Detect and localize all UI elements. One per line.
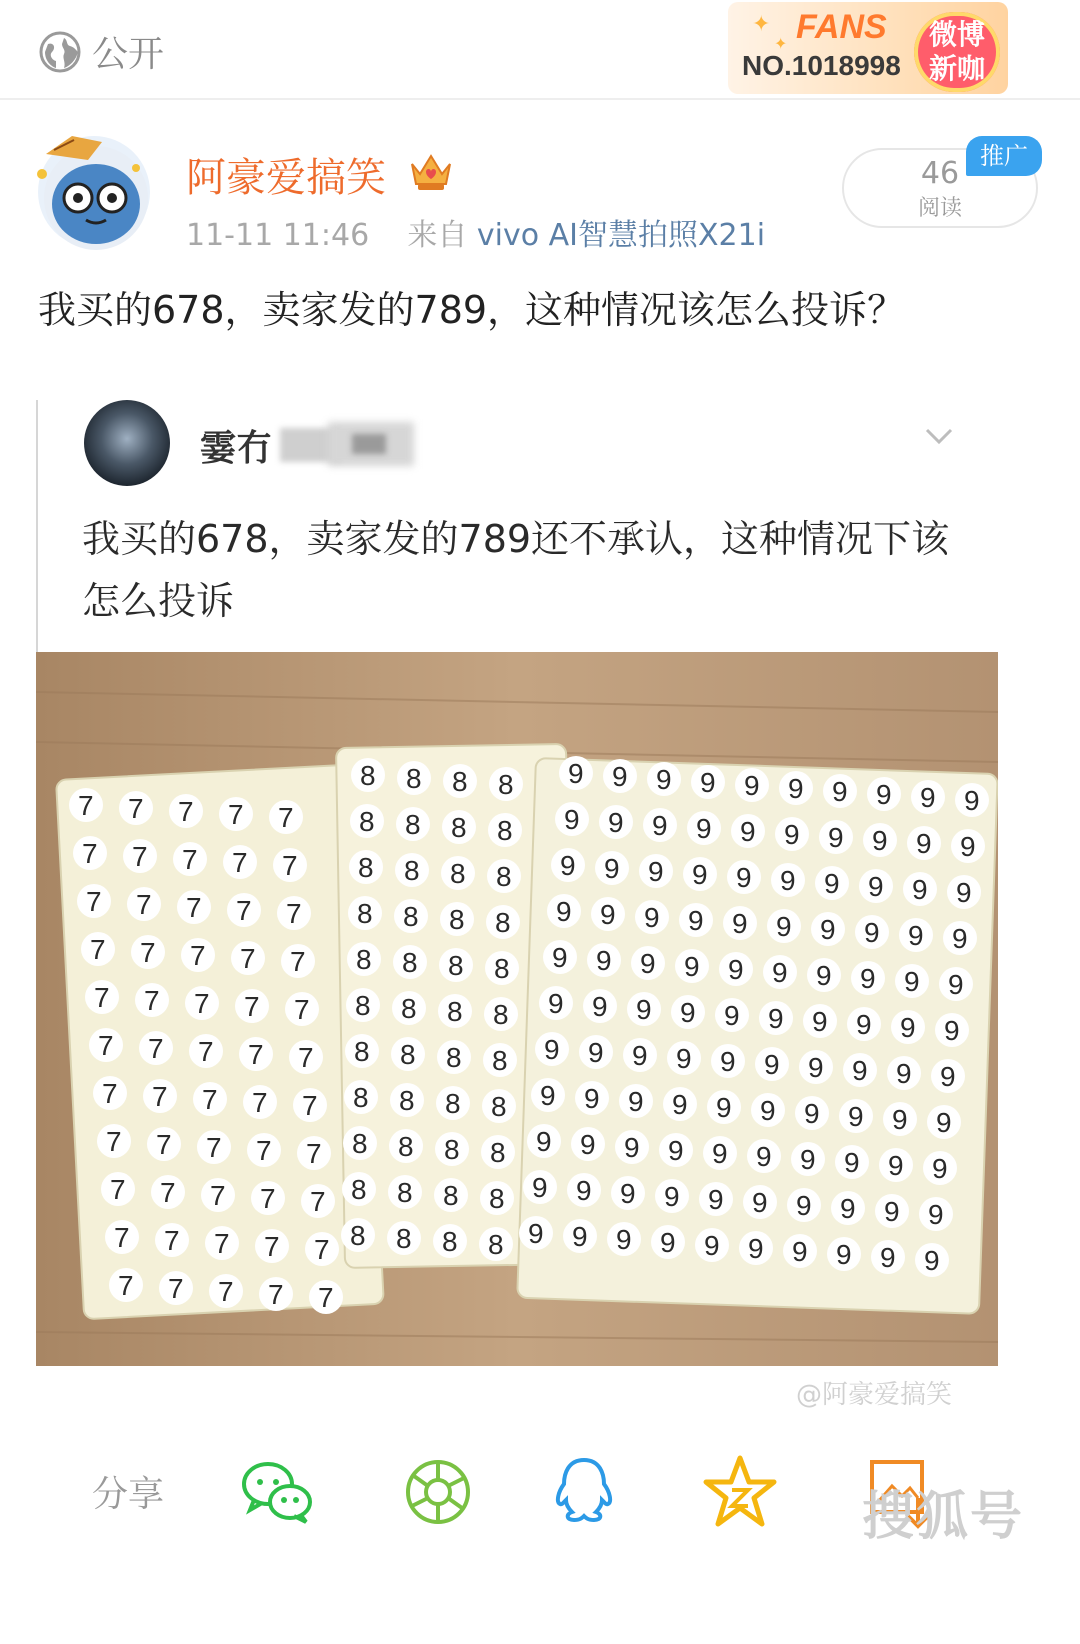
sticker-digit: 7 <box>114 1222 130 1253</box>
sticker-digit: 9 <box>880 1242 896 1273</box>
sticker-digit: 9 <box>628 1086 644 1117</box>
sticker-digit: 9 <box>900 1012 916 1043</box>
sticker-digit: 8 <box>445 1088 461 1119</box>
sticker-digit: 9 <box>784 819 800 850</box>
sticker-digit: 9 <box>604 853 620 884</box>
sticker-digit: 8 <box>401 993 417 1024</box>
sticker-digit: 9 <box>608 807 624 838</box>
sticker-digit: 7 <box>140 937 156 968</box>
sticker-digit: 9 <box>816 960 832 991</box>
sticker-digit: 9 <box>772 957 788 988</box>
stamp-line-1: 微博 <box>928 18 985 51</box>
sticker-digit: 7 <box>202 1084 218 1115</box>
embedded-screenshot <box>36 400 1044 1418</box>
sticker-digit: 7 <box>164 1225 180 1256</box>
sticker-digit: 8 <box>444 1134 460 1165</box>
embed-divider <box>36 400 38 660</box>
sticker-digit: 8 <box>492 1045 508 1076</box>
sticker-digit: 8 <box>351 1174 367 1205</box>
sticker-digit: 8 <box>491 1091 507 1122</box>
sticker-digit: 7 <box>160 1177 176 1208</box>
post-text: 我买的678，卖家发的789，这种情况该怎么投诉？ <box>38 288 906 332</box>
fans-word: FANS <box>796 8 887 46</box>
sticker-digit: 7 <box>240 943 256 974</box>
sticker-digit: 9 <box>824 868 840 899</box>
promote-tag[interactable]: 推广 <box>966 136 1042 176</box>
sticker-digit: 9 <box>936 1107 952 1138</box>
fans-number: NO.1018998 <box>742 50 901 81</box>
sticker-digit: 7 <box>178 796 194 827</box>
sticker-digit: 9 <box>684 951 700 982</box>
sticker-digit: 7 <box>98 1030 114 1061</box>
sticker-digit: 9 <box>652 810 668 841</box>
sparkle-icon: ✦ <box>752 12 771 37</box>
sticker-digit: 7 <box>194 988 210 1019</box>
sticker-digit: 7 <box>128 793 144 824</box>
sticker-digit: 9 <box>580 1129 596 1160</box>
sticker-digit: 9 <box>532 1172 548 1203</box>
sticker-digit: 9 <box>780 865 796 896</box>
sticker-digit: 9 <box>892 1104 908 1135</box>
sticker-digit: 9 <box>840 1193 856 1224</box>
share-bar <box>0 1420 1080 1644</box>
sticker-digit: 8 <box>350 1220 366 1251</box>
sticker-digit: 9 <box>860 963 876 994</box>
sticker-digit: 8 <box>352 1128 368 1159</box>
top-bar <box>0 0 1080 100</box>
sticker-digit: 8 <box>495 907 511 938</box>
author-name[interactable]: 阿豪爱搞笑 <box>186 155 386 201</box>
sticker-digit: 9 <box>896 1058 912 1089</box>
sticker-digit: 9 <box>688 905 704 936</box>
sticker-digit: 9 <box>720 1046 736 1077</box>
sticker-digit: 9 <box>736 862 752 893</box>
sticker-digit: 9 <box>808 1052 824 1083</box>
sticker-digit: 8 <box>498 769 514 800</box>
sticker-digit: 9 <box>756 1141 772 1172</box>
sticker-digit: 7 <box>302 1090 318 1121</box>
sticker-digit: 9 <box>548 988 564 1019</box>
read-label: 阅读 <box>917 196 962 221</box>
sticker-digit: 8 <box>448 950 464 981</box>
sticker-sheets <box>36 652 998 1366</box>
photo-watermark: @阿豪爱搞笑 <box>796 1380 953 1410</box>
wechat-icon[interactable] <box>238 1452 318 1532</box>
sticker-digit: 7 <box>232 847 248 878</box>
sticker-digit: 8 <box>489 1183 505 1214</box>
sticker-digit: 9 <box>956 877 972 908</box>
visibility-label: 公开 <box>92 34 165 75</box>
sticker-digit: 9 <box>828 822 844 853</box>
sticker-digit: 9 <box>616 1224 632 1255</box>
sticker-digit: 9 <box>664 1181 680 1212</box>
sticker-digit: 7 <box>190 940 206 971</box>
sticker-digit: 7 <box>148 1033 164 1064</box>
sticker-digit: 9 <box>712 1138 728 1169</box>
sticker-digit: 9 <box>588 1037 604 1068</box>
sticker-digit: 7 <box>290 946 306 977</box>
sticker-digit: 7 <box>268 1279 284 1310</box>
sticker-digit: 7 <box>294 994 310 1025</box>
sticker-digit: 8 <box>497 815 513 846</box>
blurred-name <box>352 434 386 454</box>
sticker-digit: 9 <box>848 1101 864 1132</box>
sticker-digit: 9 <box>692 859 708 890</box>
read-count: 46 <box>920 156 960 191</box>
sticker-digit: 9 <box>620 1178 636 1209</box>
sticker-digit: 7 <box>286 898 302 929</box>
sticker-digit: 9 <box>856 1009 872 1040</box>
sticker-digit: 9 <box>596 945 612 976</box>
sticker-digit: 8 <box>446 1042 462 1073</box>
sticker-digit: 8 <box>354 1036 370 1067</box>
sticker-digit: 9 <box>708 1184 724 1215</box>
sticker-digit: 9 <box>556 896 572 927</box>
sticker-digit: 9 <box>884 1196 900 1227</box>
sticker-digit: 9 <box>656 764 672 795</box>
sticker-digit: 9 <box>844 1147 860 1178</box>
avatar[interactable] <box>38 136 150 248</box>
sticker-digit: 9 <box>768 1003 784 1034</box>
sticker-digit: 9 <box>552 942 568 973</box>
sticker-digit: 8 <box>398 1131 414 1162</box>
sticker-digit: 9 <box>864 917 880 948</box>
sticker-digit: 7 <box>228 799 244 830</box>
sticker-digit: 9 <box>764 1049 780 1080</box>
sticker-digit: 9 <box>872 825 888 856</box>
sticker-digit: 8 <box>404 855 420 886</box>
sticker-digit: 9 <box>776 911 792 942</box>
sticker-digit: 7 <box>310 1186 326 1217</box>
embedded-avatar <box>84 400 170 486</box>
sticker-digit: 7 <box>314 1234 330 1265</box>
sticker-digit: 9 <box>640 948 656 979</box>
sticker-digit: 8 <box>358 852 374 883</box>
sticker-digit: 8 <box>406 763 422 794</box>
sticker-digit: 7 <box>318 1282 334 1313</box>
crown-icon <box>408 148 454 192</box>
sticker-digit: 9 <box>932 1153 948 1184</box>
globe-icon <box>38 30 82 74</box>
sticker-digit: 9 <box>916 828 932 859</box>
sticker-digit: 7 <box>298 1042 314 1073</box>
sticker-digit: 9 <box>632 1040 648 1071</box>
sticker-digit: 7 <box>94 982 110 1013</box>
sticker-photo[interactable] <box>36 652 998 1366</box>
sticker-digit: 7 <box>278 802 294 833</box>
sticker-digit: 9 <box>624 1132 640 1163</box>
sparkle-icon: ✦ <box>774 34 788 53</box>
sticker-digit: 8 <box>451 812 467 843</box>
moments-icon[interactable] <box>398 1452 478 1532</box>
sticker-digit: 7 <box>144 985 160 1016</box>
sticker-digit: 8 <box>442 1226 458 1257</box>
sticker-digit: 9 <box>796 1190 812 1221</box>
sticker-digit: 8 <box>449 904 465 935</box>
sticker-digit: 8 <box>397 1177 413 1208</box>
sticker-digit: 7 <box>78 790 94 821</box>
sticker-digit: 9 <box>852 1055 868 1086</box>
sticker-digit: 9 <box>760 1095 776 1126</box>
sticker-digit: 9 <box>748 1233 764 1264</box>
sticker-digit: 9 <box>700 767 716 798</box>
share-label: 分享 <box>92 1474 165 1515</box>
sticker-digit: 9 <box>904 966 920 997</box>
sticker-digit: 7 <box>86 886 102 917</box>
sticker-digit: 9 <box>732 908 748 939</box>
sticker-digit: 7 <box>252 1087 268 1118</box>
favorite-star-icon[interactable] <box>700 1452 780 1532</box>
sticker-digit: 9 <box>572 1221 588 1252</box>
sticker-digit: 9 <box>568 758 584 789</box>
sticker-digit: 9 <box>660 1227 676 1258</box>
sticker-digit: 7 <box>110 1174 126 1205</box>
corner-watermark: 搜狐号 <box>862 1487 1025 1547</box>
sticker-digit: 7 <box>90 934 106 965</box>
sticker-digit: 9 <box>960 831 976 862</box>
sticker-digit: 9 <box>800 1144 816 1175</box>
sticker-digit: 9 <box>696 813 712 844</box>
sticker-digit: 9 <box>836 1239 852 1270</box>
sticker-digit: 9 <box>888 1150 904 1181</box>
sticker-digit: 9 <box>724 1000 740 1031</box>
sticker-digit: 9 <box>940 1061 956 1092</box>
stamp-line-2: 新咖 <box>928 52 985 85</box>
sticker-digit: 9 <box>876 779 892 810</box>
post-time: 11-11 11:46 <box>186 218 370 253</box>
sticker-digit: 9 <box>584 1083 600 1114</box>
sticker-digit: 9 <box>812 1006 828 1037</box>
sticker-digit: 9 <box>908 920 924 951</box>
sticker-digit: 7 <box>198 1036 214 1067</box>
sticker-digit: 9 <box>600 899 616 930</box>
sticker-digit: 9 <box>636 994 652 1025</box>
sticker-digit: 8 <box>405 809 421 840</box>
sticker-digit: 8 <box>357 898 373 929</box>
sticker-digit: 7 <box>206 1132 222 1163</box>
sticker-digit: 8 <box>359 806 375 837</box>
sticker-digit: 9 <box>728 954 744 985</box>
sticker-digit: 9 <box>612 761 628 792</box>
sticker-digit: 7 <box>102 1078 118 1109</box>
sticker-digit: 9 <box>752 1187 768 1218</box>
sticker-digit: 9 <box>540 1080 556 1111</box>
sticker-digit: 7 <box>152 1081 168 1112</box>
sticker-digit: 9 <box>792 1236 808 1267</box>
sticker-digit: 8 <box>490 1137 506 1168</box>
sticker-digit: 7 <box>106 1126 122 1157</box>
embedded-text: 我买的678，卖家发的789还不承认，这种情况下该怎么投诉 <box>82 517 950 623</box>
weibo-stamp <box>914 12 1000 92</box>
sticker-digit: 9 <box>744 770 760 801</box>
sticker-digit: 7 <box>132 841 148 872</box>
sticker-digit: 9 <box>788 773 804 804</box>
sticker-digit: 9 <box>952 923 968 954</box>
sticker-digit: 9 <box>576 1175 592 1206</box>
sticker-digit: 7 <box>236 895 252 926</box>
sticker-digit: 9 <box>536 1126 552 1157</box>
sticker-digit: 9 <box>668 1135 684 1166</box>
chevron-down-icon <box>924 426 954 446</box>
sticker-digit: 8 <box>402 947 418 978</box>
sticker-digit: 7 <box>306 1138 322 1169</box>
sticker-digit: 8 <box>355 990 371 1021</box>
sticker-digit: 9 <box>964 785 980 816</box>
sticker-digit: 7 <box>260 1183 276 1214</box>
sticker-digit: 9 <box>868 871 884 902</box>
sticker-digit: 8 <box>399 1085 415 1116</box>
sticker-digit: 9 <box>528 1218 544 1249</box>
sticker-digit: 9 <box>924 1245 940 1276</box>
sticker-digit: 8 <box>396 1223 412 1254</box>
sticker-digit: 8 <box>452 766 468 797</box>
sticker-digit: 9 <box>644 902 660 933</box>
sticker-digit: 7 <box>168 1273 184 1304</box>
sticker-digit: 8 <box>400 1039 416 1070</box>
sticker-digit: 7 <box>118 1270 134 1301</box>
sticker-digit: 9 <box>648 856 664 887</box>
sticker-digit: 9 <box>680 997 696 1028</box>
sticker-digit: 8 <box>403 901 419 932</box>
sticker-digit: 7 <box>264 1231 280 1262</box>
sticker-digit: 8 <box>356 944 372 975</box>
visibility-setting[interactable] <box>38 26 164 77</box>
sticker-digit: 7 <box>244 991 260 1022</box>
post-meta <box>186 210 765 254</box>
sticker-digit: 9 <box>920 782 936 813</box>
sticker-digit: 9 <box>832 776 848 807</box>
sticker-digit: 9 <box>820 914 836 945</box>
sticker-digit: 7 <box>218 1276 234 1307</box>
qq-icon[interactable] <box>544 1452 624 1532</box>
sticker-digit: 8 <box>360 760 376 791</box>
sticker-digit: 9 <box>804 1098 820 1129</box>
sticker-digit: 7 <box>210 1180 226 1211</box>
avatar-illustration <box>28 120 178 250</box>
sticker-digit: 9 <box>560 850 576 881</box>
sticker-digit: 7 <box>182 844 198 875</box>
sticker-digit: 9 <box>544 1034 560 1065</box>
sticker-digit: 8 <box>496 861 512 892</box>
sticker-digit: 7 <box>156 1129 172 1160</box>
sticker-digit: 7 <box>136 889 152 920</box>
embedded-author: 霎冇 <box>200 428 273 469</box>
sticker-digit: 7 <box>82 838 98 869</box>
sticker-digit: 8 <box>353 1082 369 1113</box>
sticker-digit: 9 <box>564 804 580 835</box>
sticker-digit: 8 <box>494 953 510 984</box>
sticker-digit: 8 <box>488 1229 504 1260</box>
sticker-digit: 8 <box>450 858 466 889</box>
post-source[interactable]: vivo AI智慧拍照X21i <box>476 218 766 253</box>
sticker-digit: 9 <box>912 874 928 905</box>
sticker-digit: 9 <box>592 991 608 1022</box>
sticker-digit: 9 <box>704 1230 720 1261</box>
fans-badge[interactable] <box>728 2 1008 94</box>
sticker-digit: 9 <box>672 1089 688 1120</box>
sticker-digit: 7 <box>248 1039 264 1070</box>
sticker-digit: 9 <box>948 969 964 1000</box>
sticker-digit: 7 <box>186 892 202 923</box>
sticker-digit: 7 <box>214 1228 230 1259</box>
sticker-digit: 9 <box>928 1199 944 1230</box>
sticker-digit: 8 <box>443 1180 459 1211</box>
sticker-digit: 9 <box>944 1015 960 1046</box>
source-prefix: 来自 <box>407 218 468 253</box>
sticker-digit: 9 <box>716 1092 732 1123</box>
sticker-digit: 9 <box>676 1043 692 1074</box>
sticker-digit: 9 <box>740 816 756 847</box>
sticker-digit: 7 <box>256 1135 272 1166</box>
sticker-digit: 7 <box>282 850 298 881</box>
sticker-digit: 8 <box>493 999 509 1030</box>
sticker-digit: 8 <box>447 996 463 1027</box>
